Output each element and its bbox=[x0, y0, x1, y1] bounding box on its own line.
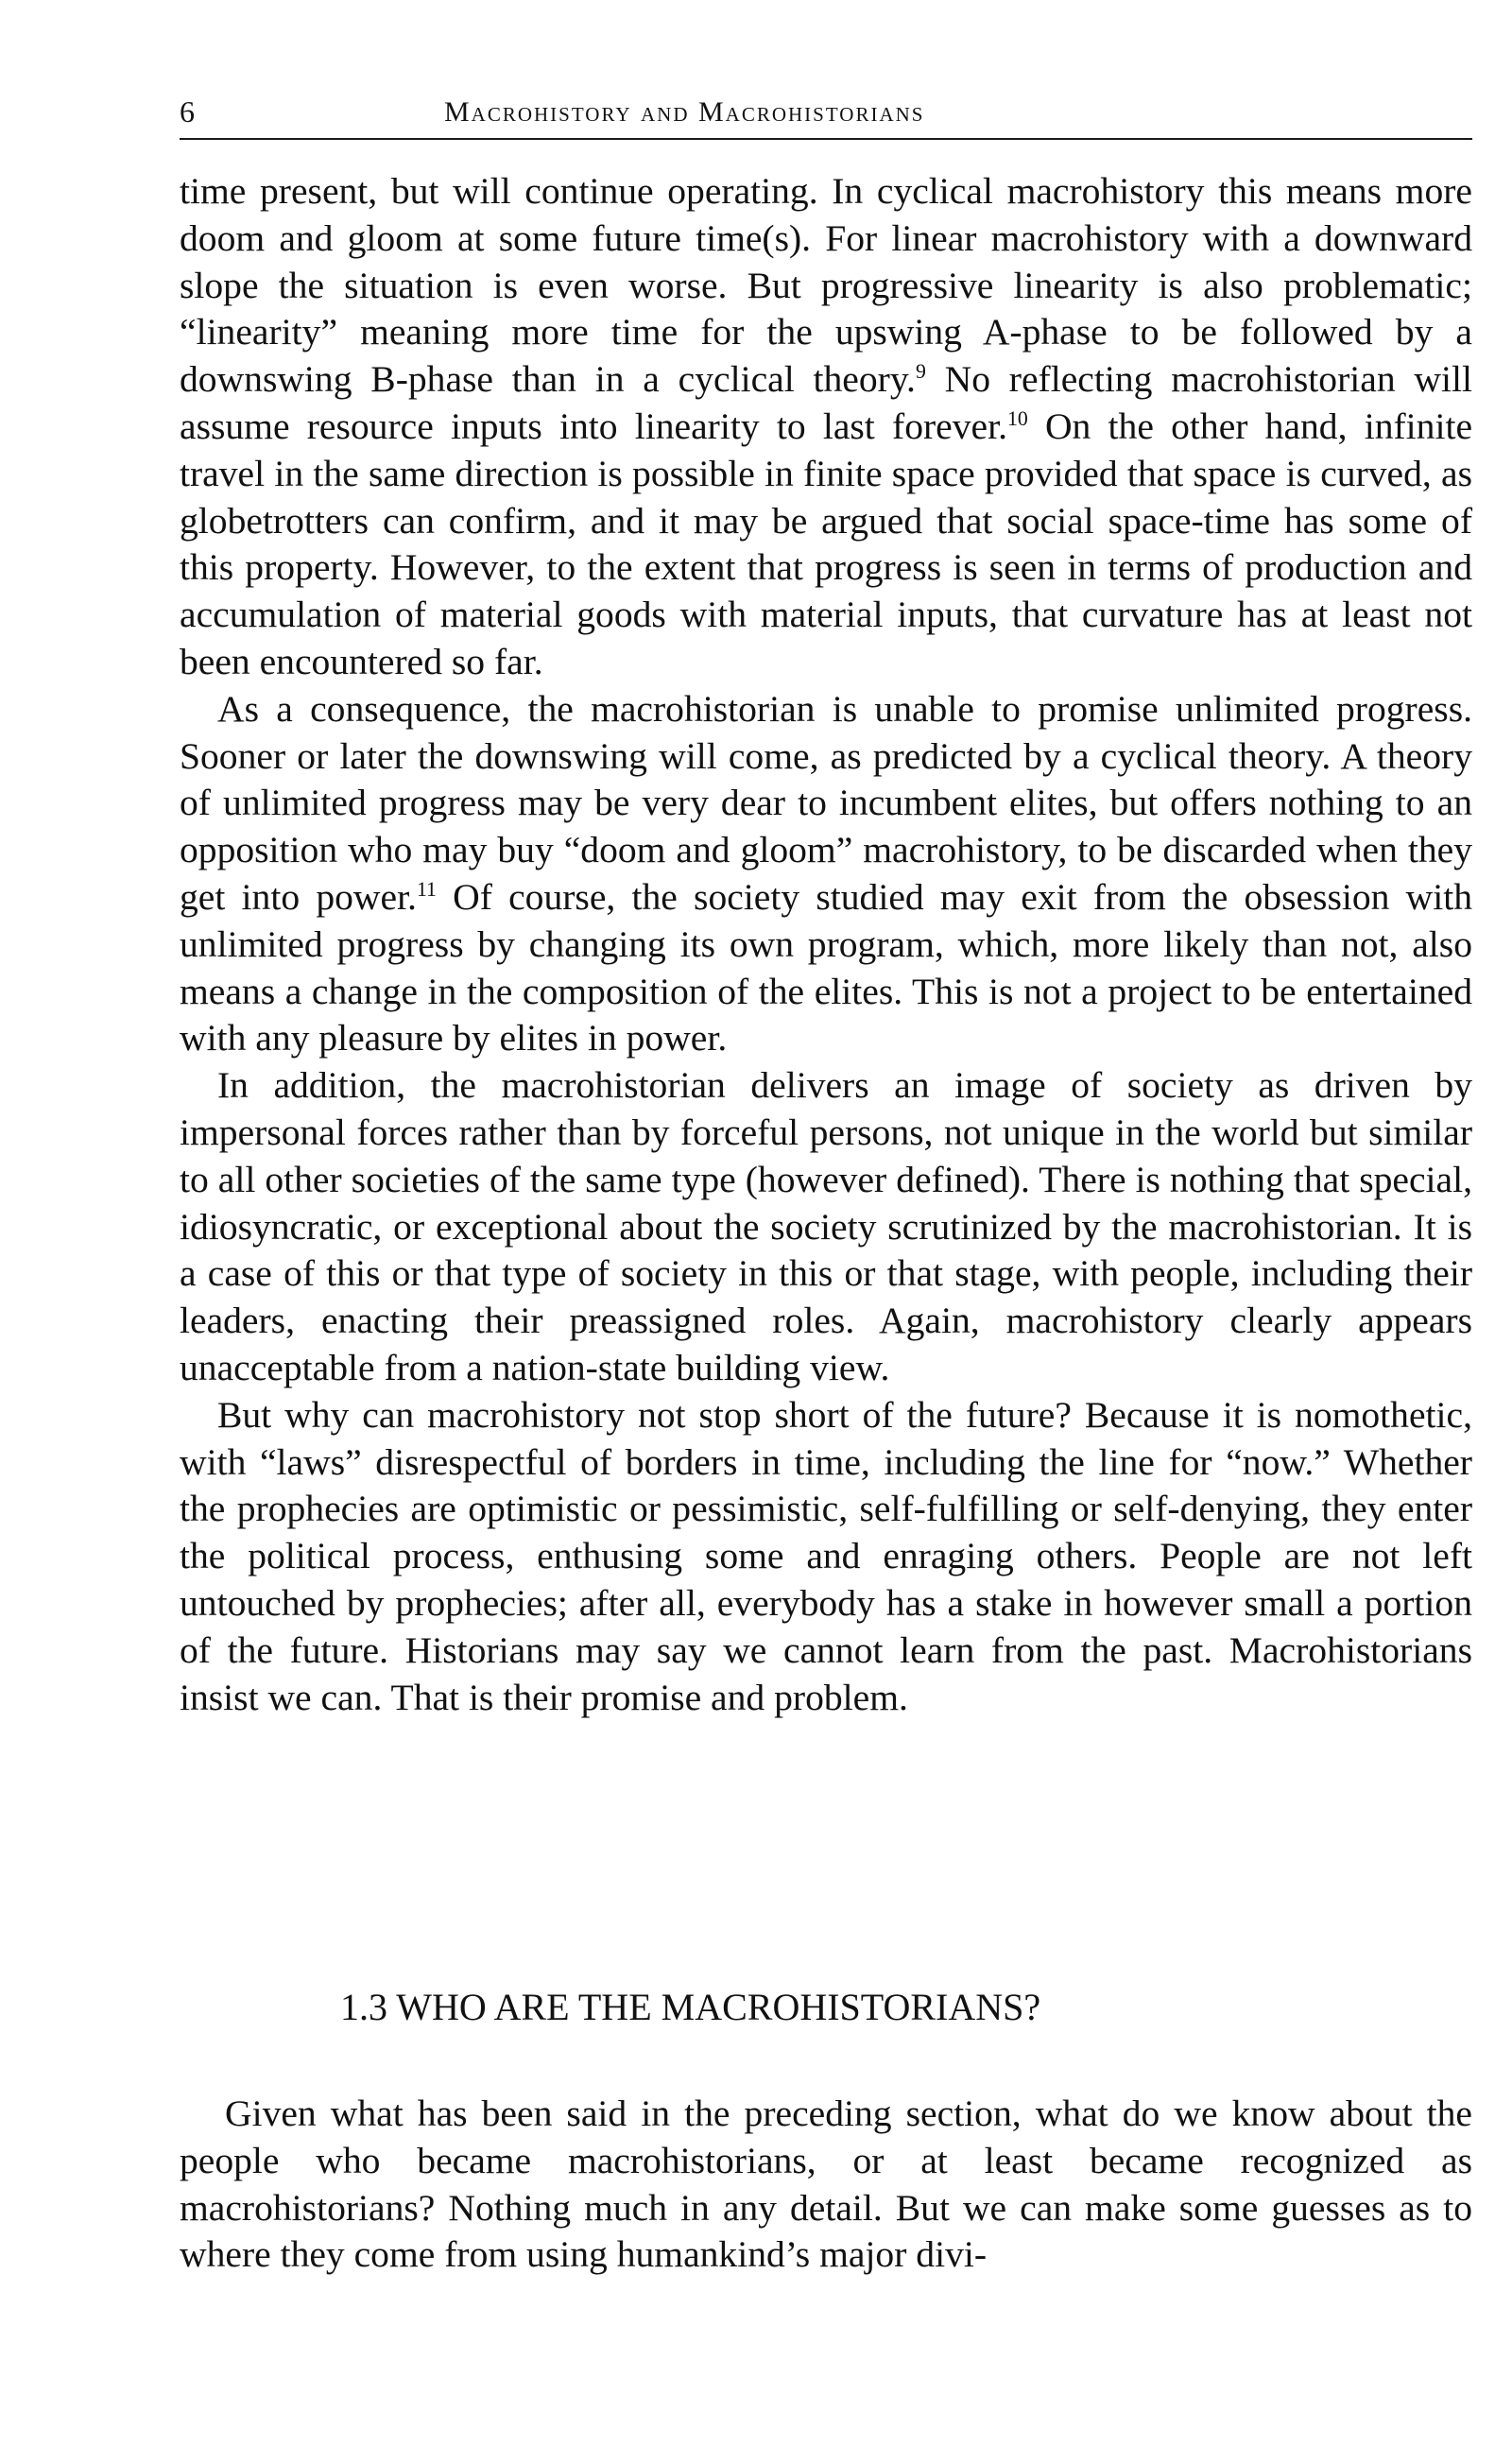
running-header bbox=[180, 93, 1472, 140]
section-heading: 1.3 WHO ARE THE MACROHISTORIANS? bbox=[340, 1986, 1041, 2028]
paragraph-2-part-1: As a consequence, the macrohistorian is unable to promise unlimited progress. Sooner or later the downswing will come, as predicted by a cyclical theory. A theory of unlimited progress may be very dear to incumbent elites, but offers nothing to an opposition who may buy “doom and gloom” macrohistory, to be discarded when they get into power. bbox=[180, 687, 1472, 918]
running-title: Macrohistory and Macrohistorians bbox=[444, 96, 925, 128]
section-paragraph: Given what has been said in the preceding section, what do we know about the people who became macrohistorians, or at least became recognized as macrohistorians? Nothing much in any detail. But we can make some guesses as to where they come from using humankind’s major divi- bbox=[180, 2093, 1472, 2276]
paragraph-1 bbox=[180, 168, 1472, 686]
section-body bbox=[180, 2091, 1472, 2279]
paragraph-4: But why can macrohistory not stop short of the future? Because it is nomothetic, with “laws” disrespectful of borders in time, including the line for “now.” Whether the prophecies are optimistic or pessimistic, self-fulfilling or self-denying, they enter the political process, enthusing some and enraging others. People are not left untouched by prophecies; after all, everybody has a stake in however small a portion of the future. Historians may say we cannot learn from the past. Macrohistorians insist we can. That is their promise and problem. bbox=[180, 1393, 1472, 1718]
footnote-ref-9: 9 bbox=[915, 360, 926, 383]
footnote-ref-10: 10 bbox=[1006, 406, 1028, 430]
paragraph-2-part-2: Of course, the society studied may exit from the obsession with unlimited progress by changing its own program, which, more likely than not, also means a change in the composition of the elites. This is not a project to be entertained with any pleasure by elites in power. bbox=[180, 875, 1472, 1059]
paragraph-1-part-3: On the other hand, infinite travel in the same direction is possible in finite space provided that space is curved, as globetrotters can confirm, and it may be argued that social space-time has some of this property. However, to the extent that progress is seen in terms of production and accumulation of material goods with material inputs, that curvature has at least not been encountered so far. bbox=[180, 405, 1473, 682]
paragraph-1-part-1: time present, but will continue operating. In cyclical macrohistory this means more doom and gloom at some future time(s). For linear macrohistory with a downward slope the situation is even worse. But progressive linearity is also problematic; “linearity” meaning more time for the upswing A-phase to be followed by a downswing B-phase than in a cyclical theory. bbox=[180, 170, 1472, 401]
footnote-ref-11: 11 bbox=[416, 877, 437, 901]
page-number: 6 bbox=[180, 95, 195, 129]
paragraph-2 bbox=[180, 686, 1472, 1062]
paragraph-3: In addition, the macrohistorian delivers an image of society as driven by impersonal forces rather than by forceful persons, not unique in the world but similar to all other societies of the same type (however defined). There is nothing that special, idiosyncratic, or exceptional about the society scrutinized by the macrohistorian. It is a case of this or that type of society in this or that stage, with people, including their leaders, enacting their preassigned roles. Again, macrohistory clearly appears unacceptable from a nation-state building view. bbox=[180, 1064, 1472, 1388]
paragraph-1-part-2: No reflecting macrohistorian will assume resource inputs into linearity to last forever. bbox=[180, 358, 1472, 447]
body-text bbox=[180, 168, 1472, 1721]
